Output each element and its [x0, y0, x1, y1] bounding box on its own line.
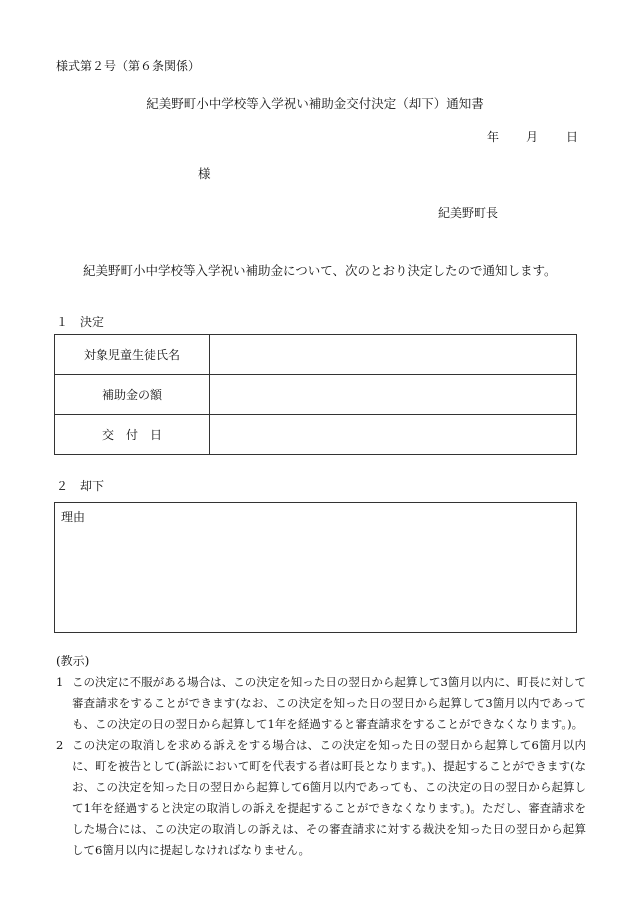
table-row: [55, 335, 577, 375]
instruction-text: この決定に不服がある場合は、この決定を知った日の翌日から起算して3箇月以内に、町長に対して審査請求をすることができます(なお、この決定を知った日の翌日から起算して3箇月以内であっても、この決定の日の翌日から起算して1年を経過すると審査請求をすることができなくなります。)。: [72, 675, 586, 731]
grant-date-label: 交 付 日: [55, 415, 210, 455]
instruction-number: 1: [56, 675, 64, 689]
instruction-number: 2: [56, 738, 64, 752]
grant-date-value[interactable]: [210, 415, 577, 455]
date-day-label: 日: [566, 130, 579, 144]
section-decision-heading: １ 決定: [56, 315, 105, 329]
instruction-text: この決定の取消しを求める訴えをする場合は、この決定を知った日の翌日から起算して6箇月以内に、町を被告として(訴訟において町を代表する者は町長となります。)、提起することができます(なお、この決定を知った日の翌日から起算して6箇月以内であっても、この決定の日の翌日から起算して1年を経過すると決定の取消しの訴えを提起することができなくなります。)。ただし、審査請求をした場合には、この決定の取消しの訴えは、その審査請求に対する裁決を知った日の翌日から起算して6箇月以内に提起しなければなりません。: [72, 738, 586, 857]
list-item: [56, 672, 586, 735]
rejection-reason-box[interactable]: [54, 502, 577, 633]
student-name-value[interactable]: [210, 335, 577, 375]
table-row: [55, 375, 577, 415]
notice-body-text: 紀美野町小中学校等入学祝い補助金について、次のとおり決定したので通知します。: [83, 263, 557, 278]
date-year-label: 年: [487, 130, 500, 144]
instructions-list: [56, 672, 586, 861]
reason-label: 理由: [61, 510, 86, 524]
date-month-label: 月: [526, 130, 539, 144]
decision-table: [54, 334, 577, 455]
document-title: 紀美野町小中学校等入学祝い補助金交付決定（却下）通知書: [146, 96, 484, 111]
subsidy-amount-value[interactable]: [210, 375, 577, 415]
student-name-label: 対象児童生徒氏名: [55, 335, 210, 375]
form-number: 様式第２号（第６条関係）: [56, 59, 201, 73]
list-item: [56, 735, 586, 861]
issuer-name: 紀美野町長: [438, 206, 499, 220]
table-row: [55, 415, 577, 455]
addressee-suffix: 様: [198, 166, 211, 181]
section-rejection-heading: ２ 却下: [56, 479, 105, 493]
subsidy-amount-label: 補助金の額: [55, 375, 210, 415]
instructions-heading: (教示): [56, 654, 90, 668]
